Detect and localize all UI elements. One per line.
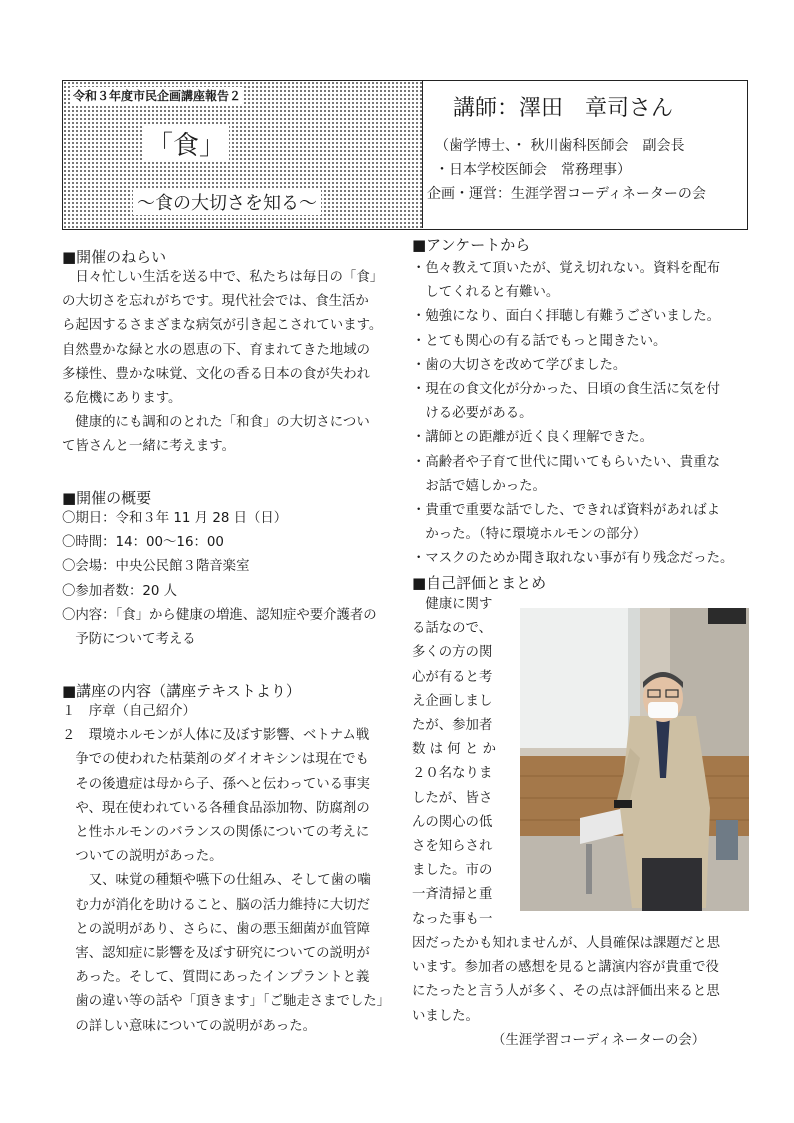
survey-line: ・勉強になり、面白く拝聴し有難うございました。: [412, 309, 720, 325]
survey-line: かった。（特に環境ホルモンの部分）: [412, 527, 647, 543]
overview-line: 〇内容：「食」から健康の増進、認知症や要介護者の: [62, 607, 377, 623]
content-line: 害、認知症に影響を及ぼす研究についての説明が: [62, 946, 370, 962]
aim-line: る危機にあります。: [62, 391, 182, 407]
content-body: [62, 700, 390, 1039]
survey-line: ・マスクのためか聞き取れない事が有り残念だった。: [412, 551, 734, 567]
survey-line: お話で嬉しかった。: [412, 478, 546, 494]
overview-line: 〇期日：令和３年 11 月 28 日（日）: [62, 511, 288, 526]
overview-line: 〇時間：14：00～16：00: [62, 535, 224, 551]
content-line: との説明があり、さらに、歯の悪玉細菌が血管障: [62, 921, 370, 937]
evaluation-line: います。参加者の感想を見ると講演内容が貴重で役: [412, 960, 719, 976]
evaluation-line: 多くの方の関: [412, 645, 493, 661]
evaluation-line: ２０名なりま: [412, 766, 493, 782]
evaluation-line: にたったと言う人が多く、その点は評価出来ると思: [412, 984, 720, 1000]
aim-line: 多様性、豊かな味覚、文化の香る日本の食が失われ: [62, 366, 370, 382]
aim-line: て皆さんと一緒に考えます。: [62, 439, 236, 455]
evaluation-heading: ■自己評価とまとめ: [412, 574, 547, 592]
signature: （生涯学習コーディネーターの会）: [492, 1033, 706, 1048]
evaluation-line: え企画しまし: [412, 693, 493, 709]
survey-heading: ■アンケートから: [412, 236, 531, 254]
aim-line: 自然豊かな緑と水の恩恵の下、育まれてきた地域の: [62, 342, 370, 358]
content-heading: ■講座の内容（講座テキストより）: [62, 682, 301, 700]
survey-line: ・貴重で重要な話でした、できれば資料があればよ: [412, 503, 720, 519]
content-line: その後遺症は母から子、孫へと伝わっている事実: [62, 776, 370, 792]
survey-body: [412, 257, 733, 572]
content-line: １ 序章（自己紹介）: [62, 704, 196, 719]
survey-line: ・とても関心の有る話でもっと聞きたい。: [412, 333, 667, 349]
content-line: ２ 環境ホルモンが人体に及ぼす影響、ベトナム戦: [62, 728, 370, 744]
overview-line: 予防について考える: [62, 632, 196, 648]
content-line: の詳しい意味についての説明があった。: [62, 1018, 317, 1034]
affiliation-line: （歯学博士、・ 秋川歯科医師会 副会長: [435, 138, 685, 154]
overview-line: 〇参加者数：20 人: [62, 583, 178, 599]
lecturer-photo: [520, 608, 749, 911]
overview-line: 〇会場：中央公民館３階音楽室: [62, 559, 250, 575]
evaluation-line: んの関心の低: [412, 814, 493, 830]
survey-line: ける必要がある。: [412, 406, 533, 422]
organizer-line: 企画・運営：生涯学習コーディネーターの会: [427, 186, 706, 202]
survey-line: ・色々教えて頂いたが、覚え切れない。資料を配布: [412, 261, 720, 276]
sub-title: ～食の大切さを知る～: [133, 189, 321, 215]
survey-line: ・現在の食文化が分かった、日頃の食生活に気を付: [412, 382, 720, 398]
header-box: [62, 80, 748, 230]
aim-line: 健康的にも調和のとれた「和食」の大切さについ: [62, 415, 370, 431]
title-panel: [63, 81, 423, 228]
content-line: 争での使われた枯葉剤のダイオキシンは現在でも: [62, 752, 369, 768]
content-line: あった。そして、質問にあったインプラントと義: [62, 970, 370, 986]
evaluation-line: る話なので、: [412, 621, 493, 637]
evaluation-line: なった事も一: [412, 911, 493, 927]
survey-line: ・講師との距離が近く良く理解できた。: [412, 430, 654, 446]
content-line: む力が消化を助けること、脳の活力維持に大切だ: [62, 897, 370, 913]
evaluation-line: したが、皆さ: [412, 790, 493, 806]
survey-line: ・歯の大切さを改めて学びました。: [412, 357, 627, 373]
content-line: 又、味覚の種類や嚥下の仕組み、そして歯の噛: [62, 873, 371, 889]
lecturer-name: 講師：澤田 章司さん: [453, 96, 674, 121]
evaluation-line: 数 は 何 と か: [412, 742, 496, 758]
aim-heading: ■開催のねらい: [62, 248, 167, 266]
aim-body: [62, 266, 383, 460]
overview-body: [62, 507, 377, 652]
report-label: 令和３年度市民企画講座報告２: [73, 89, 242, 103]
content-line: や、現在使われている各種食品添加物、防腐剤の: [62, 800, 370, 816]
evaluation-line: 因だったかも知れませんが、人員確保は課題だと思: [412, 936, 720, 951]
evaluation-line: 一斉清掃と重: [412, 887, 493, 903]
evaluation-line: 心が有ると考: [412, 669, 493, 685]
main-title: 「食」: [143, 125, 229, 162]
content-line: と性ホルモンのバランスの関係についての考えに: [62, 825, 370, 841]
overview-heading: ■開催の概要: [62, 489, 152, 507]
aim-line: の大切さを忘れがちです。現代社会では、食生活か: [62, 294, 369, 310]
evaluation-line: いました。: [412, 1008, 479, 1024]
evaluation-line: さを知らされ: [412, 839, 493, 855]
evaluation-line: 健康に関す: [412, 597, 493, 612]
evaluation-line: ました。市の: [412, 863, 493, 879]
affiliation-line: ・日本学校医師会 常務理事）: [435, 162, 631, 178]
aim-line: 日々忙しい生活を送る中で、私たちは毎日の「食」: [62, 270, 384, 285]
content-line: 歯の違い等の話や「頂きます」「ご馳走さまでした」: [62, 994, 391, 1010]
content-line: ついての説明があった。: [62, 849, 223, 865]
evaluation-wide-body: [412, 932, 720, 1029]
evaluation-narrow-body: [412, 593, 496, 932]
evaluation-line: たが、参加者: [412, 718, 493, 734]
survey-line: ・高齢者や子育て世代に聞いてもらいたい、貴重な: [412, 454, 720, 470]
aim-line: ら起因するさまざまな病気が引き起こされています。: [62, 318, 383, 334]
survey-line: してくれると有難い。: [412, 285, 560, 301]
